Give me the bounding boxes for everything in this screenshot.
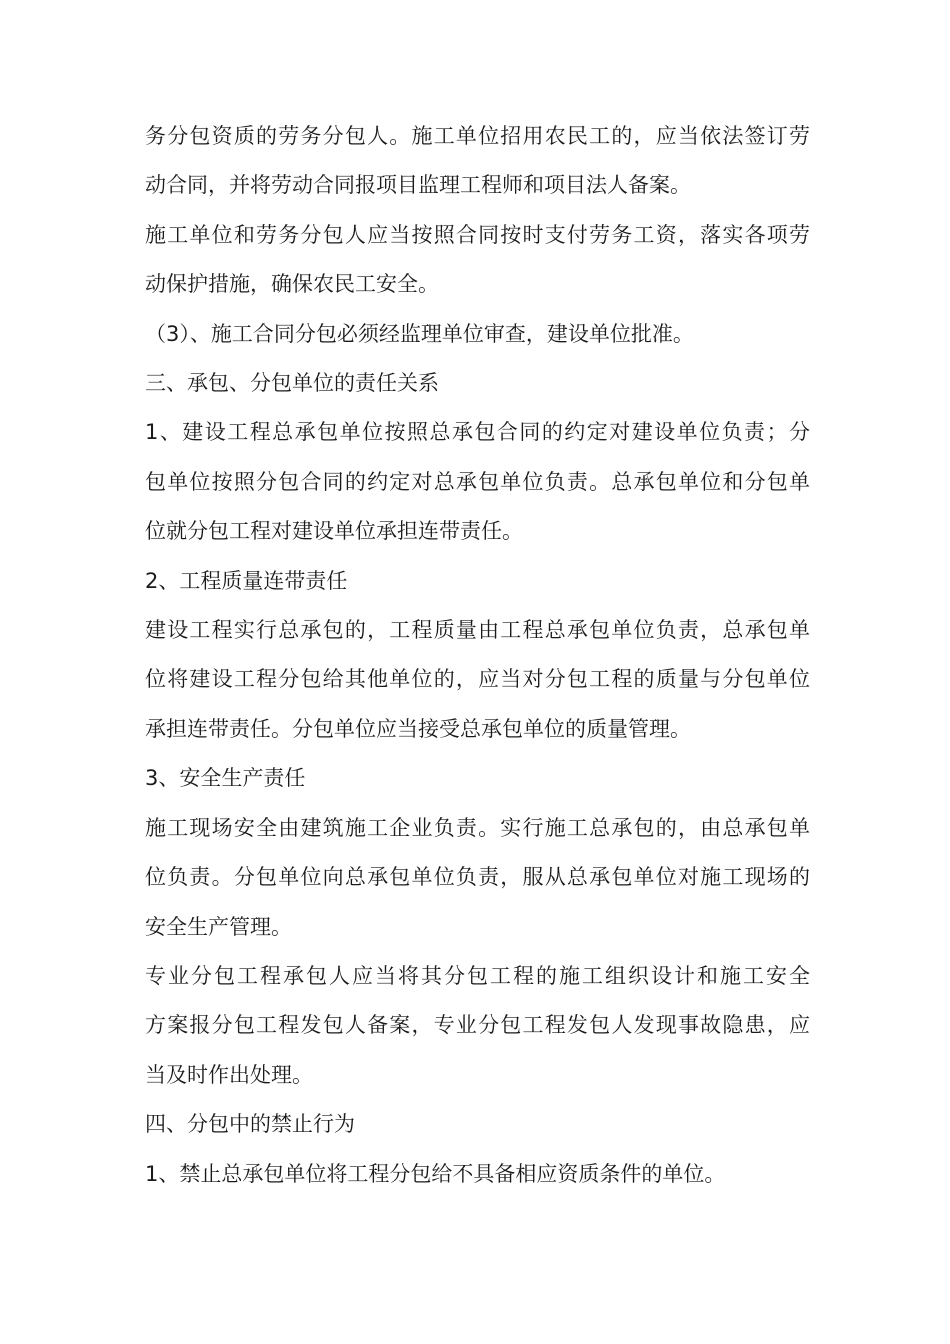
text-line: 1、建设工程总承包单位按照总承包合同的约定对建设单位负责；分 [145, 420, 810, 445]
paragraph [145, 359, 810, 408]
text-line: 四、分包中的禁止行为 [145, 1112, 355, 1137]
text-line: 1、禁止总承包单位将工程分包给不具备相应资质条件的单位。 [145, 1161, 726, 1186]
text-line: （3）、施工合同分包必须经监理单位审查，建设单位批准。 [145, 321, 694, 346]
text-line: 三、承包、分包单位的责任关系 [145, 371, 439, 396]
text-line: 动保护措施，确保农民工安全。 [145, 272, 439, 297]
text-line: 2、工程质量连带责任 [145, 568, 348, 593]
text-line: 当及时作出处理。 [145, 1062, 313, 1087]
paragraph [145, 1100, 810, 1149]
paragraph [145, 1150, 810, 1199]
document-body [145, 112, 810, 1199]
paragraph [145, 952, 810, 1100]
text-line: 施工单位和劳务分包人应当按照合同按时支付劳务工资，落实各项劳 [145, 222, 810, 247]
paragraph [145, 310, 810, 359]
text-line: 方案报分包工程发包人备案，专业分包工程发包人发现事故隐患，应 [145, 1013, 810, 1038]
text-line: 施工现场安全由建筑施工企业负责。实行施工总承包的，由总承包单 [145, 815, 810, 840]
text-line: 位就分包工程对建设单位承担连带责任。 [145, 519, 523, 544]
text-line: 建设工程实行总承包的，工程质量由工程总承包单位负责，总承包单 [145, 618, 810, 643]
text-line: 专业分包工程承包人应当将其分包工程的施工组织设计和施工安全 [145, 963, 810, 988]
text-line: 包单位按照分包合同的约定对总承包单位负责。总承包单位和分包单 [145, 469, 810, 494]
text-line: 位负责。分包单位向总承包单位负责，服从总承包单位对施工现场的 [145, 865, 810, 890]
paragraph [145, 112, 810, 211]
paragraph [145, 211, 810, 310]
text-line: 位将建设工程分包给其他单位的，应当对分包工程的质量与分包单位 [145, 667, 810, 692]
text-line: 3、安全生产责任 [145, 766, 306, 791]
paragraph [145, 754, 810, 803]
paragraph [145, 804, 810, 952]
paragraph [145, 408, 810, 556]
paragraph [145, 606, 810, 754]
text-line: 动合同，并将劳动合同报项目监理工程师和项目法人备案。 [145, 173, 691, 198]
text-line: 安全生产管理。 [145, 914, 292, 939]
text-line: 务分包资质的劳务分包人。施工单位招用农民工的，应当依法签订劳 [145, 124, 810, 148]
paragraph [145, 557, 810, 606]
text-line: 承担连带责任。分包单位应当接受总承包单位的质量管理。 [145, 716, 691, 741]
